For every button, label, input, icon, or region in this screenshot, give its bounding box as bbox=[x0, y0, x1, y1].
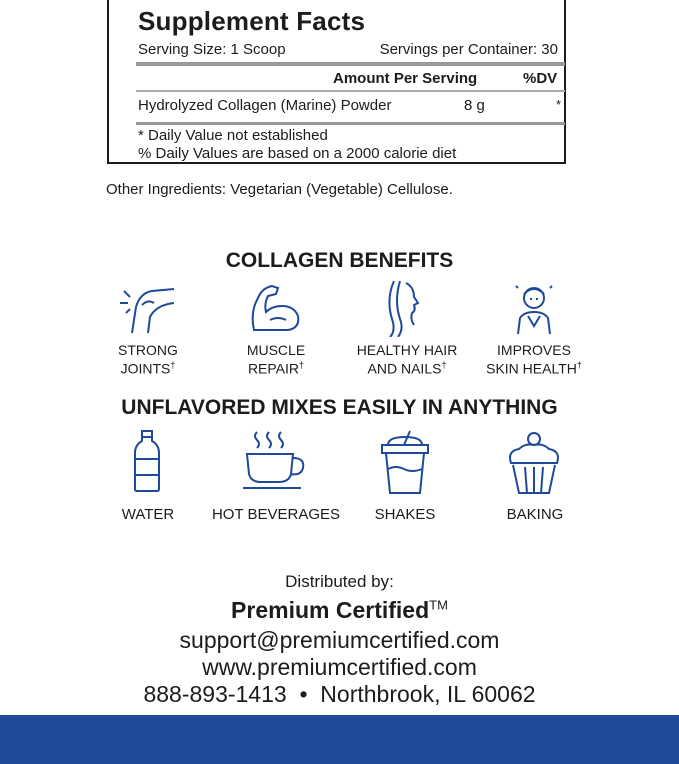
support-email[interactable]: support@premiumcertified.com bbox=[179, 627, 500, 653]
note-dv-not-established: * Daily Value not established bbox=[138, 127, 328, 144]
benefit-label-joints bbox=[96, 343, 200, 377]
benefit-line2: REPAIR bbox=[247, 360, 300, 377]
benefit-label-skin bbox=[474, 343, 594, 377]
distributor-name bbox=[0, 597, 679, 624]
benefit-line2: AND NAILS bbox=[367, 360, 442, 377]
mix-label-hot-beverages: HOT BEVERAGES bbox=[211, 506, 341, 523]
amount-header: Amount Per Serving bbox=[333, 70, 478, 87]
dagger-mark: † bbox=[441, 360, 447, 370]
divider bbox=[136, 122, 565, 125]
hair-face-icon bbox=[384, 279, 434, 337]
footer-bar bbox=[0, 715, 679, 764]
mix-label-water: WATER bbox=[121, 506, 175, 523]
benefit-line1: IMPROVES bbox=[497, 342, 571, 358]
benefit-line1: STRONG bbox=[118, 342, 178, 358]
dagger-mark: † bbox=[170, 360, 176, 370]
hot-coffee-cup-icon bbox=[243, 430, 311, 494]
dagger-mark: † bbox=[576, 360, 582, 370]
supplement-facts-panel bbox=[107, 0, 566, 164]
distributor-name-text: Premium Certified bbox=[231, 597, 430, 623]
servings-per-container: Servings per Container: 30 bbox=[379, 41, 558, 58]
website-link[interactable]: www.premiumcertified.com bbox=[202, 654, 477, 680]
mixes-heading: UNFLAVORED MIXES EASILY IN ANYTHING bbox=[121, 396, 558, 419]
divider bbox=[136, 90, 565, 92]
benefit-line1: MUSCLE bbox=[246, 342, 306, 358]
contact-line: 888-893-1413 • Northbrook, IL 60062 bbox=[143, 681, 536, 707]
mix-label-shakes: SHAKES bbox=[374, 506, 436, 523]
divider bbox=[136, 62, 565, 66]
distributed-by: Distributed by: bbox=[285, 572, 394, 591]
ingredient-amount: 8 g bbox=[464, 97, 485, 114]
benefit-line1: HEALTHY HAIR bbox=[356, 342, 458, 358]
shake-cup-icon bbox=[380, 429, 430, 495]
serving-size: Serving Size: 1 Scoop bbox=[138, 41, 286, 58]
water-bottle-icon bbox=[131, 429, 163, 493]
note-daily-values: % Daily Values are based on a 2000 calorie diet bbox=[138, 145, 457, 162]
ingredient-dv: * bbox=[556, 97, 562, 112]
benefit-line2: SKIN HEALTH bbox=[486, 360, 577, 377]
facts-title: Supplement Facts bbox=[138, 6, 366, 36]
knee-joint-icon bbox=[118, 283, 178, 335]
trademark-mark: TM bbox=[429, 597, 448, 613]
ingredient-name: Hydrolyzed Collagen (Marine) Powder bbox=[138, 97, 392, 114]
benefit-line2: JOINTS bbox=[120, 360, 171, 377]
dagger-mark: † bbox=[299, 360, 305, 370]
benefit-label-hair bbox=[340, 343, 474, 377]
benefits-heading: COLLAGEN BENEFITS bbox=[225, 249, 454, 272]
mix-label-baking: BAKING bbox=[506, 506, 564, 523]
other-ingredients: Other Ingredients: Vegetarian (Vegetable) Cellulose. bbox=[106, 181, 453, 198]
muscle-arm-icon bbox=[248, 282, 304, 334]
cupcake-icon bbox=[505, 431, 563, 495]
skin-care-face-icon bbox=[512, 280, 556, 336]
dv-header: %DV bbox=[523, 70, 558, 87]
benefit-label-muscle bbox=[224, 343, 328, 377]
